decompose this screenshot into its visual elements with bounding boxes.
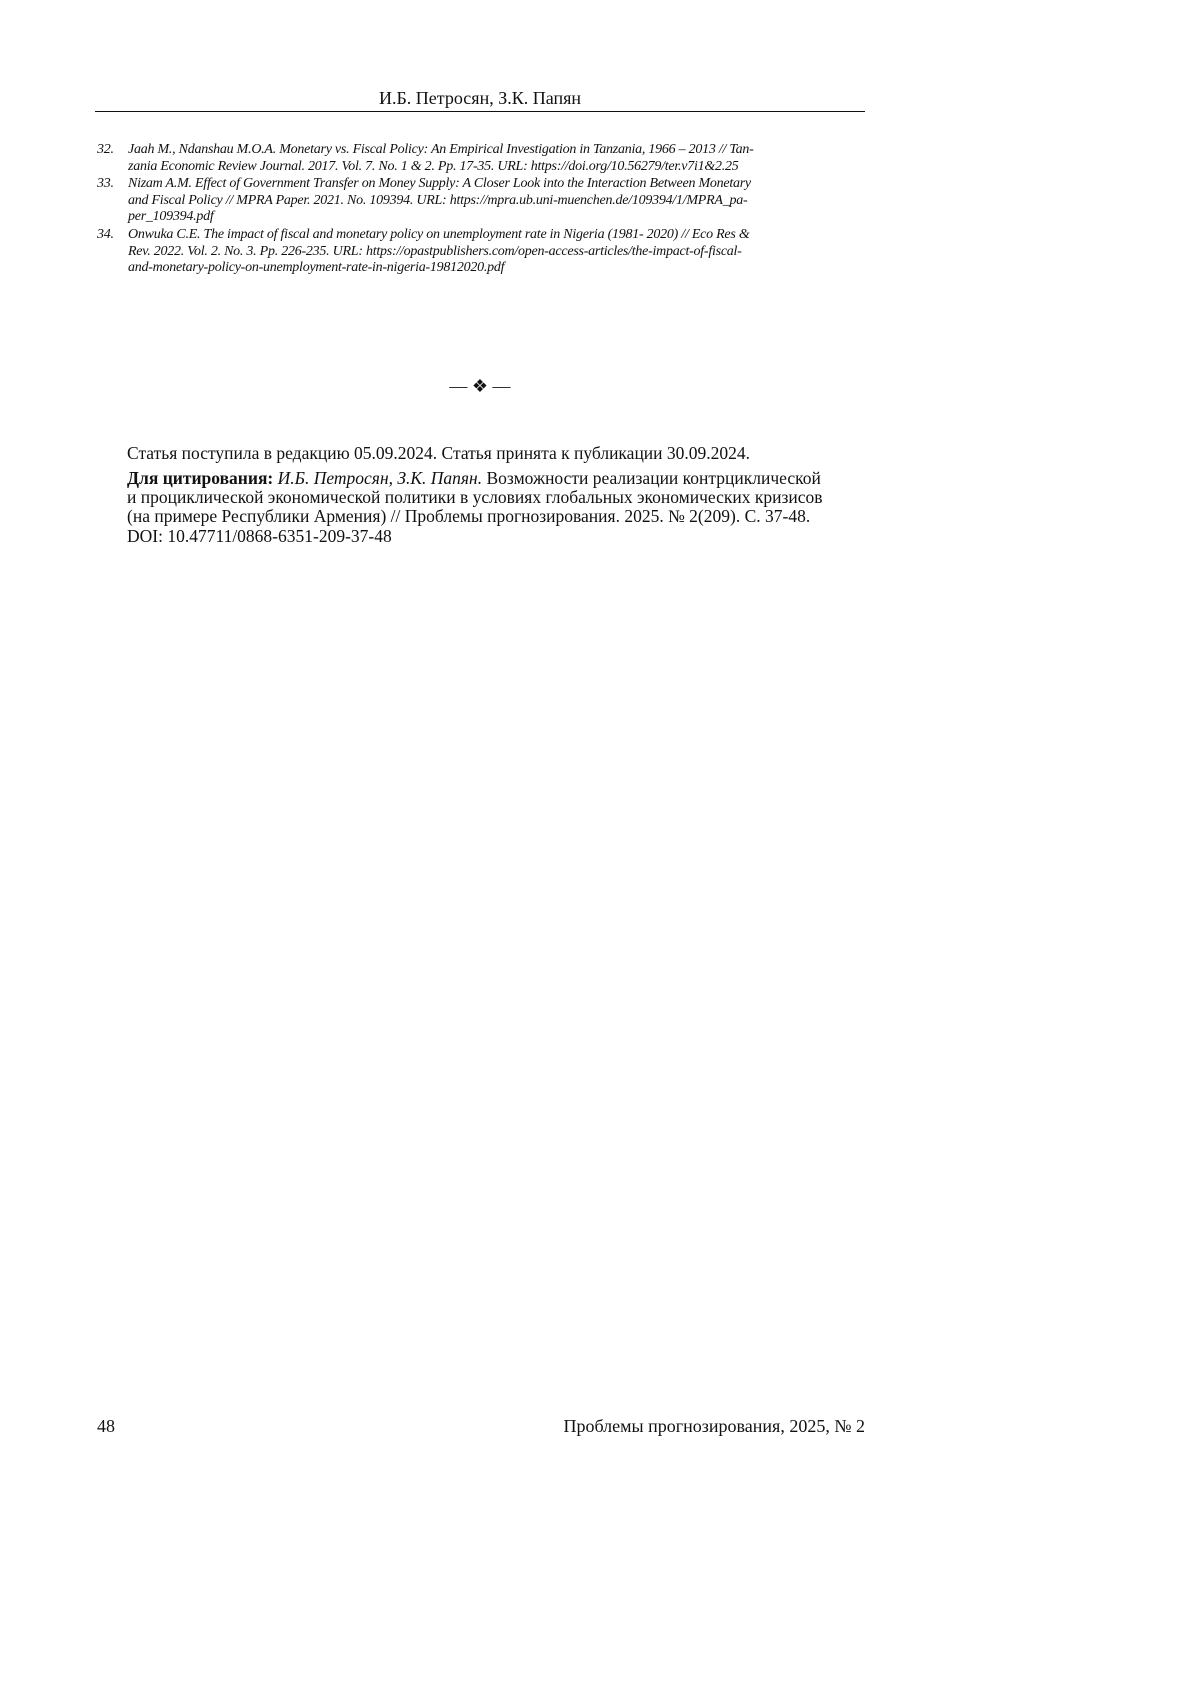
reference-line: Nizam A.M. Effect of Government Transfer on Money Supply: A Closer Look into the Interaction Between Monetary (128, 176, 751, 192)
header-rule (95, 111, 865, 112)
citation-line: и проциклической экономической политики в условиях глобальных экономических кризисов (127, 487, 823, 508)
reference-item (95, 142, 865, 175)
running-header-authors: И.Б. Петросян, З.К. Папян (378, 88, 582, 108)
reference-line: and-monetary-policy-on-unemployment-rate-in-nigeria-19812020.pdf (128, 260, 505, 276)
reference-item (95, 227, 865, 277)
citation-block (127, 469, 867, 546)
citation-line (127, 469, 867, 488)
page-number: 48 (97, 1416, 115, 1436)
reference-number: 33. (97, 176, 114, 192)
reference-number: 32. (97, 142, 114, 157)
citation-label: Для цитирования: (127, 468, 274, 488)
reference-list (95, 142, 865, 278)
citation-title-start: Возможности реализации контрциклической (482, 468, 821, 488)
received-accepted-dates: Статья поступила в редакцию 05.09.2024. Статья принята к публикации 30.09.2024. (127, 443, 751, 463)
reference-line: Jaah M., Ndanshau M.O.A. Monetary vs. Fiscal Policy: An Empirical Investigation in Tanzania, 1966 – 2013 // Tan- (128, 142, 754, 157)
reference-item (95, 176, 865, 226)
reference-line: and Fiscal Policy // MPRA Paper. 2021. No. 109394. URL: https://mpra.ub.uni-muenchen.de/109394/1/MPRA_pa- (128, 192, 748, 208)
section-separator: — ❖ — (449, 376, 511, 396)
citation-authors: И.Б. Петросян, З.К. Папян. (277, 468, 483, 488)
reference-line: Rev. 2022. Vol. 2. No. 3. Pp. 226-235. URL: https://opastpublishers.com/open-access-articles/the-impact-of-fiscal- (128, 243, 742, 259)
reference-number: 34. (97, 226, 114, 242)
reference-line: zania Economic Review Journal. 2017. Vol. 7. No. 1 & 2. Pp. 17-35. URL: https://doi.org/10.56279/ter.v7i1&2.25 (128, 158, 739, 174)
reference-line: Onwuka C.E. The impact of fiscal and monetary policy on unemployment rate in Nigeria (1981- 2020) // Eco Res & (128, 226, 750, 242)
citation-line: (на примере Республики Армения) // Проблемы прогнозирования. 2025. № 2(209). С. 37-48. (127, 506, 811, 527)
citation-doi: DOI: 10.47711/0868-6351-209-37-48 (127, 525, 392, 546)
reference-line: per_109394.pdf (128, 209, 214, 225)
journal-footer: Проблемы прогнозирования, 2025, № 2 (563, 1416, 865, 1436)
